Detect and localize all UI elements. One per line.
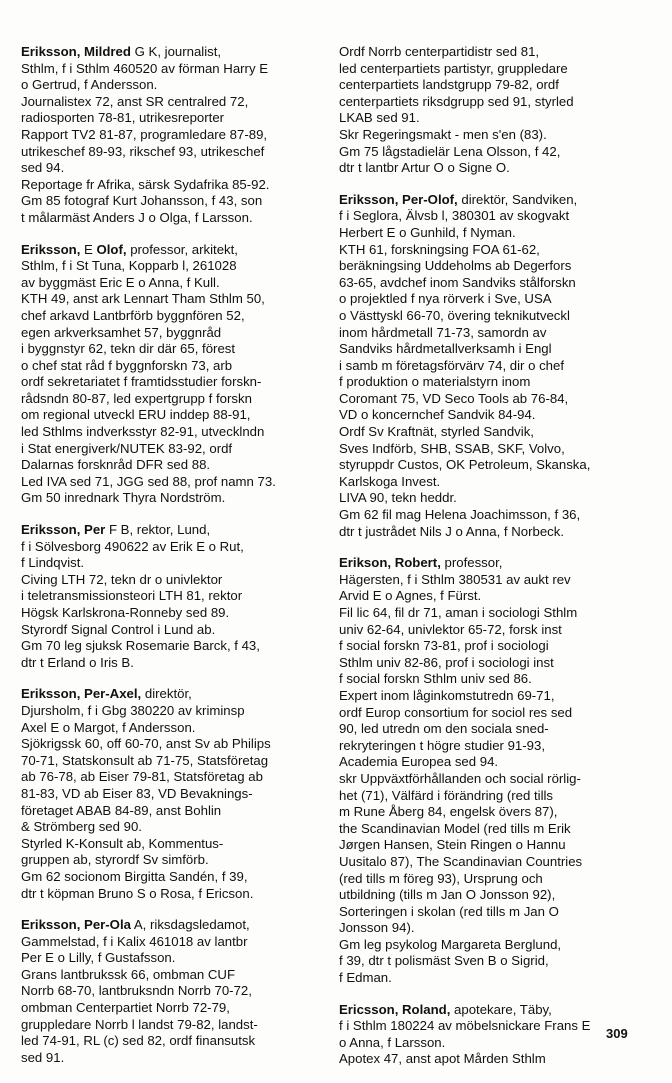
- entry-line: f Edman.: [339, 970, 392, 986]
- entry-line: Hägersten, f i Sthlm 380531 av aukt rev: [339, 571, 571, 587]
- right-column: [339, 44, 635, 1083]
- entry-line: f i Seglora, Älvsb l, 380301 av skogvakt: [339, 208, 570, 224]
- page-number: 309: [606, 1026, 628, 1041]
- entry-line: f i Sthlm 180224 av möbelsnickare Frans E: [339, 1018, 591, 1034]
- entry-line: Per E o Lilly, f Gustafsson.: [21, 950, 176, 966]
- entry-line: utrikeschef 89-93, rikschef 93, utrikeschef: [21, 143, 265, 159]
- entry-line: Norrb 68-70, lantbruksndn Norrb 70-72,: [21, 983, 252, 999]
- entry-line: Rapport TV2 81-87, programledare 87-89,: [21, 126, 268, 142]
- entry-line: & Strömberg sed 90.: [21, 819, 142, 835]
- entry-line: styruppdr Custos, OK Petroleum, Skanska,: [339, 457, 591, 473]
- entry-line: o chef stat råd f byggnforskn 73, arb: [21, 357, 233, 373]
- entry-line: Högsk Karlskrona-Ronneby sed 89.: [21, 605, 230, 620]
- entry-line: Sthlm, f i St Tuna, Kopparb l, 261028: [21, 258, 237, 274]
- entry-line: skr Uppväxtförhållanden och social rörlig-: [339, 770, 581, 786]
- entry-line: led Sthlms indverksstyr 82-91, utvecklndn: [21, 424, 265, 440]
- entry-name: Eriksson, Per-Ola: [21, 917, 131, 933]
- entry-per-olof: [339, 192, 635, 540]
- entry-line: i teletransmissionsteori LTH 81, rektor: [21, 588, 243, 604]
- entry-name: Eriksson, Per: [21, 522, 106, 538]
- entry-line: dtr t justrådet Nils J o Anna, f Norbeck.: [339, 523, 565, 539]
- entry-line: Grans lantbrukssk 66, ombman CUF: [21, 966, 236, 982]
- entry-line: Arvid E o Agnes, f Fürst.: [339, 588, 482, 604]
- entry-line: professor,: [440, 555, 503, 571]
- entry-line: sed 91.: [21, 1049, 65, 1065]
- entry-line: f produktion o materialstyrn inom: [339, 374, 531, 390]
- entry-line: o Västtyskl 66-70, övering teknikutveckl: [339, 307, 570, 323]
- entry-line: m Rune Åberg 84, engelsk övers 87),: [339, 804, 558, 820]
- entry-name: Eriksson, Per-Olof,: [339, 191, 458, 207]
- entry-line: apotekare, Täby,: [450, 1001, 552, 1017]
- entry-line: ombman Centerpartiet Norrb 72-79,: [21, 1000, 230, 1016]
- entry-line: VD o koncernchef Sandvik 84-94.: [339, 407, 536, 423]
- entry-line: f 39, dtr t polismäst Sven B o Sigrid,: [339, 953, 549, 969]
- entry-line: Led IVA sed 71, JGG sed 88, prof namn 73.: [21, 473, 276, 489]
- entry-name: Eriksson, Per-Axel,: [21, 686, 142, 702]
- entry-line: led centerpartiets partistyr, gruppledare: [339, 60, 568, 76]
- entry-mildred: [21, 44, 317, 227]
- entry-line: Ordf Sv Kraftnät, styrled Sandvik,: [339, 424, 534, 440]
- entry-per-axel: [21, 686, 317, 902]
- entry-line: led 74-91, RL (c) sed 82, ordf finansutsk: [21, 1033, 256, 1049]
- entry-line: f social forskn Sthlm univ sed 86.: [339, 671, 532, 687]
- entry-line: (red tills m föreg 93), Ursprung och: [339, 870, 543, 886]
- entry-line: Jonsson 94).: [339, 920, 415, 936]
- entry-line: av byggmäst Eric E o Anna, f Kull.: [21, 274, 220, 290]
- entry-line: Coromant 75, VD Seco Tools ab 76-84,: [339, 390, 569, 406]
- entry-line: professor, arkitekt,: [126, 241, 238, 257]
- entry-name: Erikson, Robert,: [339, 555, 441, 571]
- entry-line: 70-71, Statskonsult ab 71-75, Statsföretag: [21, 752, 269, 768]
- entry-line: Gm 50 inrednark Thyra Nordström.: [21, 490, 226, 506]
- entry-line: f i Sölvesborg 490622 av Erik E o Rut,: [21, 538, 244, 554]
- left-column: [21, 44, 317, 1081]
- entry-line: t målarmäst Anders J o Olga, f Larsson.: [21, 209, 253, 225]
- entry-line: f social forskn 73-81, prof i sociologi: [339, 638, 549, 654]
- entry-line: egen arkverksamhet 57, byggnråd: [21, 324, 222, 340]
- entry-line: ordf Europ consortium for sociol res sed: [339, 704, 573, 720]
- entry-roland: [339, 1002, 635, 1068]
- entry-line: Gammelstad, f i Kalix 461018 av lantbr: [21, 933, 248, 949]
- entry-line: centerpartiets landstgrupp 79-82, ordf: [339, 77, 559, 93]
- entry-line: A, riksdagsledamot,: [130, 917, 250, 933]
- entry-line: Sthlm univ 82-86, prof i sociologi inst: [339, 654, 554, 670]
- entry-line: inom hårdmetall 71-73, samordn av: [339, 324, 547, 340]
- entry-line: Styrordf Signal Control i Lund ab.: [21, 621, 216, 637]
- entry-line: Fil lic 64, fil dr 71, aman i sociologi Sthlm: [339, 605, 578, 620]
- entry-robert: [339, 555, 635, 986]
- entry-name: Ericsson, Roland,: [339, 1001, 451, 1017]
- entry-line: univ 62-64, univlektor 65-72, forsk inst: [339, 621, 562, 637]
- entry-line: om regional utveckl ERU inddep 88-91,: [21, 407, 251, 423]
- entry-line: G K, journalist,: [130, 44, 222, 59]
- entry-line: Gm 70 leg sjuksk Rosemarie Barck, f 43,: [21, 638, 260, 654]
- entry-line: sed 94.: [21, 160, 65, 176]
- entry-line: Sves Indförb, SHB, SSAB, SKF, Volvo,: [339, 440, 565, 456]
- entry-line: i samb m företagsförvärv 74, dir o chef: [339, 357, 565, 373]
- entry-line: 63-65, avdchef inom Sandviks stålforskn: [339, 274, 576, 290]
- entry-line: Sjökrigssk 60, off 60-70, anst Sv ab Philips: [21, 736, 271, 752]
- entry-line: utbildning (tills m Jan O Jonsson 92),: [339, 887, 556, 903]
- entry-line: Apotex 47, anst apot Mården Sthlm: [339, 1051, 546, 1067]
- entry-line: Academia Europea sed 94.: [339, 754, 499, 770]
- entry-line: Gm 85 fotograf Kurt Johansson, f 43, son: [21, 193, 263, 209]
- entry-line: Styrled K-Konsult ab, Kommentus-: [21, 835, 224, 851]
- entry-per: [21, 522, 317, 671]
- entry-name: Eriksson,: [21, 241, 81, 257]
- entry-line: i Stat energiverk/NUTEK 83-92, ordf: [21, 440, 233, 456]
- entry-name-initial: E: [80, 241, 97, 257]
- entry-olof: [21, 242, 317, 508]
- entry-line: Civing LTH 72, tekn dr o univlektor: [21, 571, 223, 587]
- entry-line: Djursholm, f i Gbg 380220 av kriminsp: [21, 702, 245, 718]
- entry-line: Karlskoga Invest.: [339, 473, 441, 489]
- entry-line: dtr t Erland o Iris B.: [21, 654, 134, 670]
- entry-line: 81-83, VD ab Eiser 83, VD Bevaknings-: [21, 785, 253, 801]
- entry-per-ola: [21, 917, 317, 1066]
- entry-line: LKAB sed 91.: [339, 110, 420, 126]
- entry-line: the Scandinavian Model (red tills m Erik: [339, 820, 571, 836]
- entry-line: Ordf Norrb centerpartidistr sed 81,: [339, 44, 540, 59]
- entry-line: ab 76-78, ab Eiser 79-81, Statsföretag ab: [21, 769, 263, 785]
- entry-line: i byggnstyr 62, tekn dir där 65, förest: [21, 341, 236, 357]
- entry-line: Sthlm, f i Sthlm 460520 av förman Harry E: [21, 60, 268, 76]
- entry-line: f Lindqvist.: [21, 555, 85, 571]
- entry-line: o projektled f nya rörverk i Sve, USA: [339, 291, 552, 307]
- entry-line: Sandviks hårdmetallverksamh i Engl: [339, 341, 552, 357]
- entry-line: direktör, Sandviken,: [457, 191, 578, 207]
- entry-line: Gm leg psykolog Margareta Berglund,: [339, 936, 562, 952]
- entry-line: gruppledare Norrb l landst 79-82, landst-: [21, 1016, 258, 1032]
- entry-line: Sorteringen i skolan (red tills m Jan O: [339, 903, 559, 919]
- entry-line: företaget ABAB 84-89, anst Bohlin: [21, 802, 222, 818]
- entry-line: ordf sekretariatet f framtidsstudier forskn-: [21, 374, 262, 390]
- entry-line: gruppen ab, styrordf Sv simförb.: [21, 852, 209, 868]
- entry-line: centerpartiets riksdgrupp sed 91, styrled: [339, 93, 574, 109]
- entry-line: beräkningsing Uddeholms ab Degerfors: [339, 258, 572, 274]
- entry-line: chef arkavd Lantbrförb byggnfören 52,: [21, 307, 245, 323]
- entry-line: LIVA 90, tekn heddr.: [339, 490, 457, 506]
- entry-line: 90, led utredn om den sociala sned-: [339, 721, 549, 737]
- entry-line: radiosporten 78-81, utrikesreporter: [21, 110, 225, 126]
- entry-line: dtr t lantbr Artur O o Signe O.: [339, 160, 510, 176]
- entry-line: Gm 62 socionom Birgitta Sandén, f 39,: [21, 868, 248, 884]
- entry-line: KTH 61, forskningsing FOA 61-62,: [339, 241, 540, 257]
- entry-line: direktör,: [141, 686, 192, 702]
- entry-line: Gm 75 lågstadielär Lena Olsson, f 42,: [339, 143, 561, 159]
- entry-line: Gm 62 fil mag Helena Joachimsson, f 36,: [339, 507, 581, 523]
- entry-line: dtr t köpman Bruno S o Rosa, f Ericson.: [21, 885, 254, 901]
- entry-line: Reportage fr Afrika, särsk Sydafrika 85-92.: [21, 176, 270, 192]
- entry-line: het (71), Välfärd i förändring (red tills: [339, 787, 554, 803]
- entry-line: o Gertrud, f Andersson.: [21, 77, 158, 93]
- entry-line: rådsndn 80-87, led expertgrupp f forskn: [21, 390, 252, 406]
- entry-line: Axel E o Margot, f Andersson.: [21, 719, 196, 735]
- entry-line: Jørgen Hansen, Stein Ringen o Hannu: [339, 837, 566, 853]
- entry-line: Dalarnas forsknråd DFR sed 88.: [21, 457, 211, 473]
- entry-line: Uusitalo 87), The Scandinavian Countries: [339, 853, 583, 869]
- entry-line: Skr Regeringsmakt - men s'en (83).: [339, 126, 547, 142]
- entry-line: Expert inom låginkomstutredn 69-71,: [339, 687, 555, 703]
- entry-line: o Anna, f Larsson.: [339, 1034, 446, 1050]
- entry-line: rekryteringen t högre studier 91-93,: [339, 737, 545, 753]
- entry-name-given: Olof,: [96, 241, 127, 257]
- entry-name: Eriksson, Mildred: [21, 44, 131, 59]
- entry-per-ola-continued: [339, 44, 635, 177]
- entry-line: F B, rektor, Lund,: [105, 522, 211, 538]
- entry-line: Herbert E o Gunhild, f Nyman.: [339, 224, 516, 240]
- entry-line: Journalistex 72, anst SR centralred 72,: [21, 93, 249, 109]
- entry-line: KTH 49, anst ark Lennart Tham Sthlm 50,: [21, 291, 265, 307]
